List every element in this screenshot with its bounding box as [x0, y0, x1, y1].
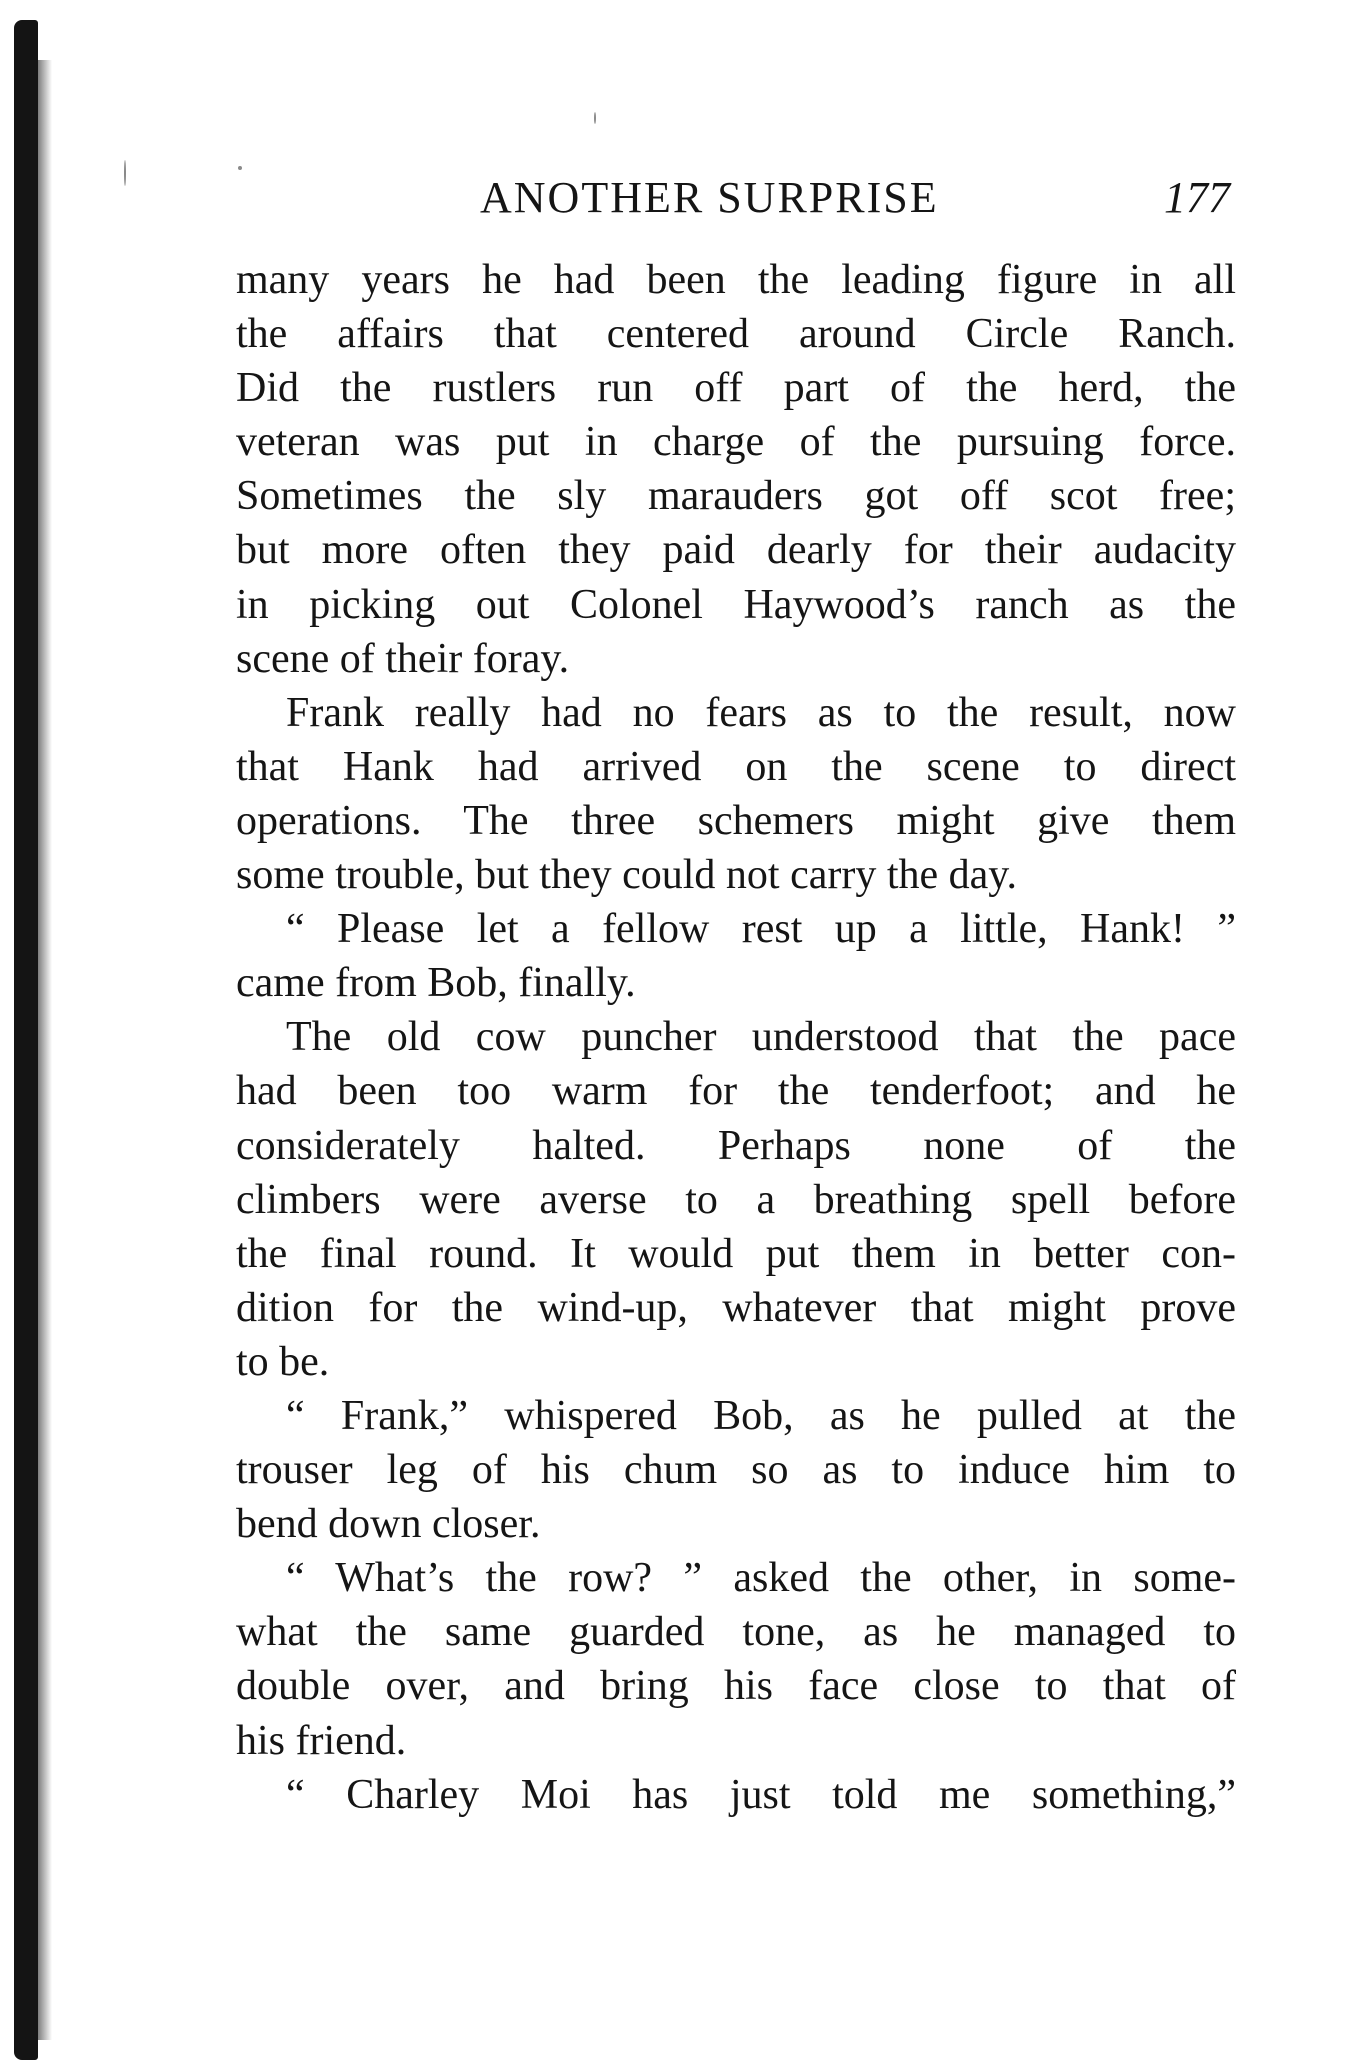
- text-line: came from Bob, finally.: [236, 960, 636, 1007]
- speck-2: [594, 112, 596, 124]
- page-header: [240, 168, 1230, 228]
- text-line: his friend.: [236, 1717, 407, 1764]
- text-line: that Hank had arrived on the scene to direct: [236, 743, 1236, 790]
- binding-edge: [14, 20, 38, 2060]
- text-line: “ Frank,” whispered Bob, as he pulled at the: [286, 1392, 1236, 1439]
- text-line: some trouble, but they could not carry the day.: [236, 852, 1018, 899]
- text-line: “ What’s the row? ” asked the other, in some-: [286, 1555, 1236, 1602]
- binding-shadow: [38, 60, 52, 2040]
- text-line: scene of their foray.: [236, 635, 570, 682]
- page-number: 177: [1164, 173, 1230, 222]
- text-line: veteran was put in charge of the pursuing force.: [236, 419, 1236, 466]
- text-line: the final round. It would put them in better con-: [236, 1230, 1236, 1277]
- text-line: “ Charley Moi has just told me something,”: [286, 1771, 1236, 1818]
- text-line: considerately halted. Perhaps none of the: [236, 1122, 1236, 1169]
- text-line: double over, and bring his face close to that of: [236, 1663, 1236, 1710]
- text-line: had been too warm for the tenderfoot; and he: [236, 1068, 1236, 1115]
- text-line: bend down closer.: [236, 1501, 541, 1548]
- speck-3: [124, 160, 126, 186]
- text-line: dition for the wind-up, whatever that might prove: [236, 1284, 1236, 1331]
- text-line: but more often they paid dearly for their audacity: [236, 527, 1236, 574]
- text-line: what the same guarded tone, as he managed to: [236, 1609, 1236, 1656]
- text-line: operations. The three schemers might give them: [236, 797, 1236, 844]
- text-line: in picking out Colonel Haywood’s ranch as the: [236, 581, 1236, 628]
- text-line: The old cow puncher understood that the pace: [286, 1014, 1236, 1061]
- text-line: to be.: [236, 1338, 330, 1385]
- text-line: Did the rustlers run off part of the herd, the: [236, 365, 1236, 412]
- text-line: “ Please let a fellow rest up a little, Hank! ”: [286, 906, 1236, 953]
- running-title: ANOTHER SURPRISE: [480, 173, 939, 222]
- body-text: [236, 253, 1236, 1822]
- text-line: trouser leg of his chum so as to induce him to: [236, 1447, 1236, 1494]
- text-line: many years he had been the leading figure in all: [236, 257, 1236, 303]
- text-line: Frank really had no fears as to the result, now: [286, 689, 1236, 736]
- text-line: Sometimes the sly marauders got off scot free;: [236, 473, 1236, 520]
- text-line: climbers were averse to a breathing spell before: [236, 1176, 1236, 1223]
- text-line: the affairs that centered around Circle Ranch.: [236, 311, 1236, 358]
